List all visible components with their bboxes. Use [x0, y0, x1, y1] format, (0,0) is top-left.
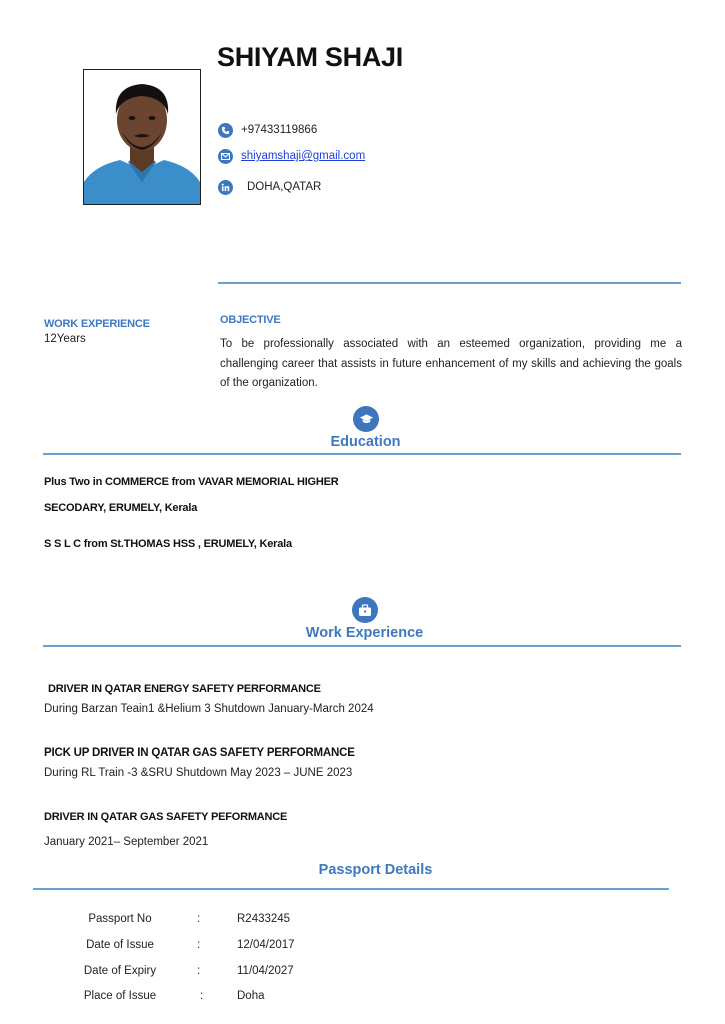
passport-colon: :	[197, 913, 201, 925]
job-title: DRIVER IN QATAR ENERGY SAFETY PERFORMANCE	[48, 683, 321, 695]
work-divider	[43, 645, 681, 647]
passport-colon: :	[197, 965, 201, 977]
job-title: PICK UP DRIVER IN QATAR GAS SAFETY PERFORMANCE	[44, 747, 355, 759]
phone-number: +97433119866	[241, 124, 318, 136]
location-row	[218, 178, 321, 196]
email-row	[218, 147, 365, 165]
objective-heading: OBJECTIVE	[220, 314, 281, 326]
work-experience-years: 12Years	[44, 333, 86, 345]
person-photo-icon	[84, 70, 200, 204]
passport-title: Passport Details	[318, 862, 433, 878]
passport-colon: :	[197, 939, 201, 951]
education-item: SECODARY, ERUMELY, Kerala	[44, 502, 198, 514]
passport-colon: :	[200, 990, 204, 1002]
job-detail: During RL Train -3 &SRU Shutdown May 2023 – JUNE 2023	[44, 767, 353, 779]
passport-label: Passport No	[88, 913, 152, 925]
education-title: Education	[330, 434, 401, 450]
header-divider	[218, 282, 681, 284]
graduation-cap-icon	[353, 406, 379, 432]
job-title: DRIVER IN QATAR GAS SAFETY PEFORMANCE	[44, 811, 288, 823]
education-item: S S L C from St.THOMAS HSS , ERUMELY, Kerala	[44, 538, 292, 550]
passport-value: R2433245	[237, 913, 291, 925]
envelope-icon	[218, 149, 233, 164]
candidate-name: SHIYAM SHAJI	[217, 42, 403, 72]
education-divider	[43, 453, 681, 455]
work-experience-label: WORK EXPERIENCE	[44, 318, 150, 330]
work-experience-title: Work Experience	[305, 625, 424, 641]
passport-value: 12/04/2017	[237, 939, 295, 951]
phone-row	[218, 121, 317, 139]
profile-photo	[83, 69, 201, 205]
job-detail: During Barzan Teain1 &Helium 3 Shutdown January-March 2024	[44, 703, 374, 715]
phone-icon	[218, 123, 233, 138]
passport-label: Date of Issue	[86, 939, 154, 951]
email-link[interactable]: shiyamshaji@gmail.com	[241, 150, 366, 162]
location-text: DOHA,QATAR	[247, 181, 322, 193]
passport-label: Place of Issue	[83, 990, 157, 1002]
linkedin-icon[interactable]	[218, 180, 233, 195]
passport-value: Doha	[237, 990, 265, 1002]
passport-label: Date of Expiry	[83, 965, 157, 977]
briefcase-icon	[352, 597, 378, 623]
job-detail: January 2021– September 2021	[44, 836, 209, 848]
objective-text: To be professionally associated with an esteemed organization, providing me a challenging career that assists in future enhancement of my skills and achieving the goals of the organization.	[220, 338, 682, 389]
education-item: Plus Two in COMMERCE from VAVAR MEMORIAL HIGHER	[44, 476, 339, 488]
passport-divider	[33, 888, 669, 890]
passport-value: 11/04/2027	[237, 965, 294, 977]
